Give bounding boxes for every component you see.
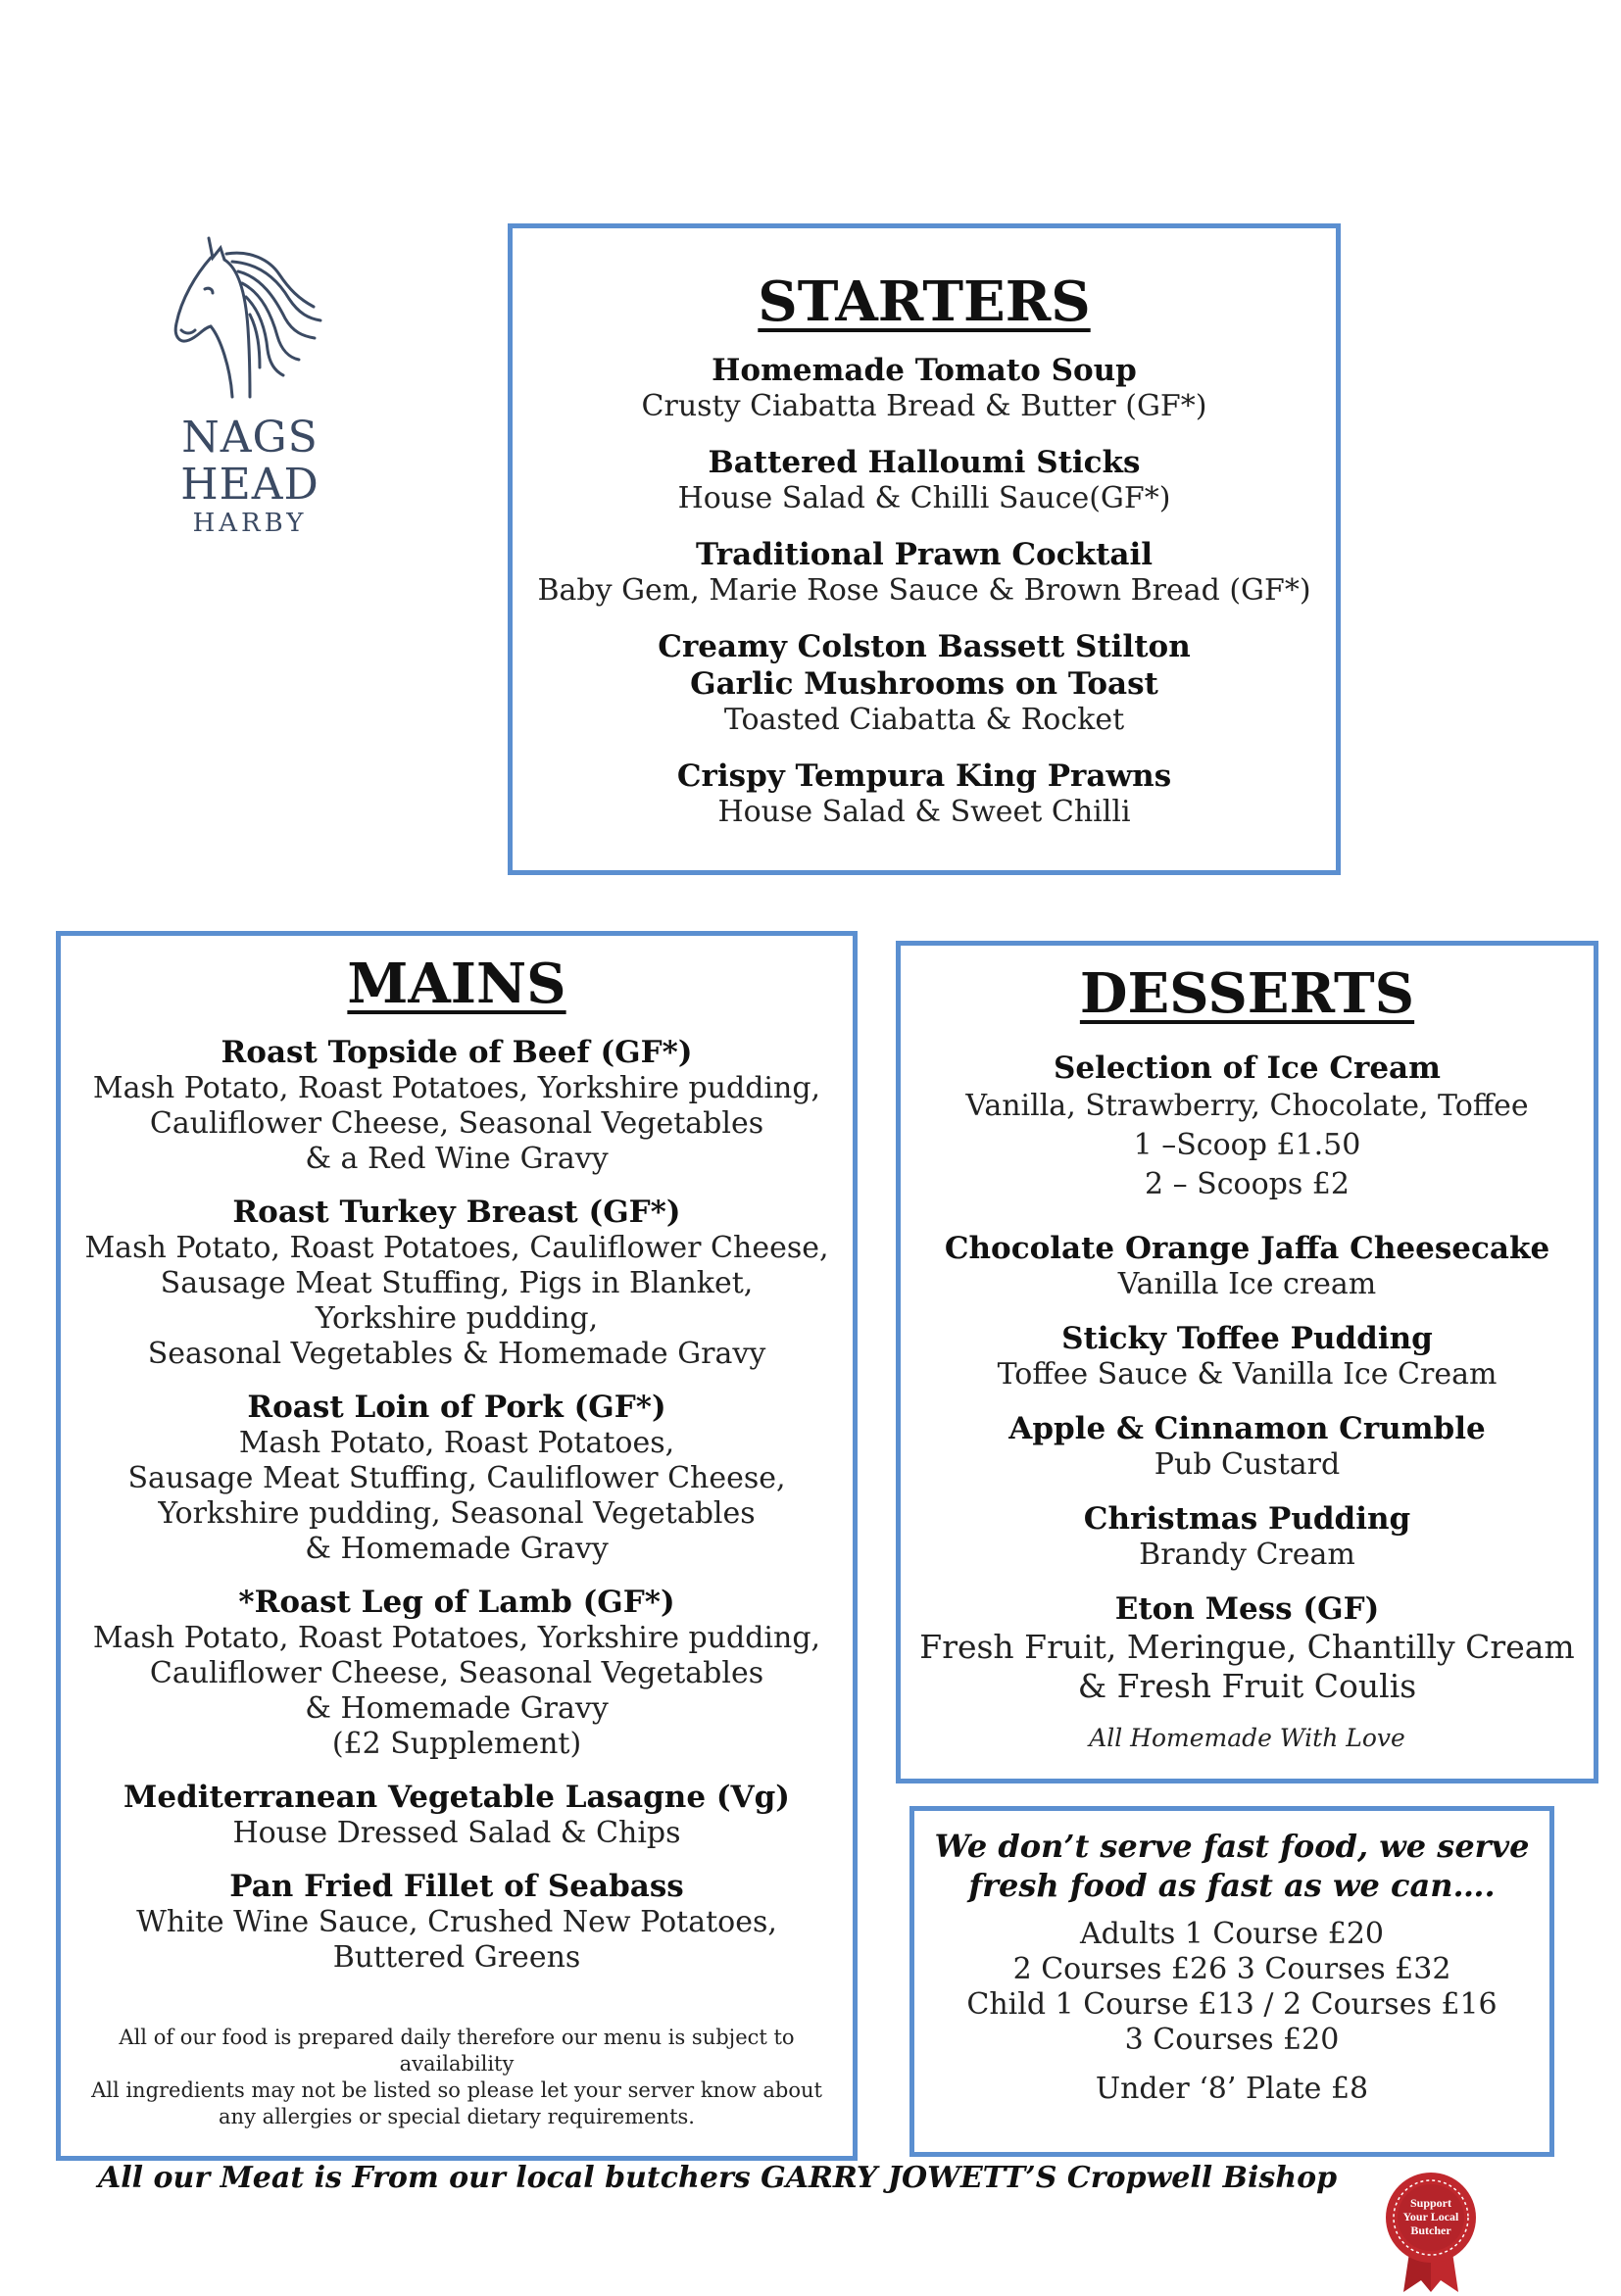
item-description-line: Yorkshire pudding, xyxy=(315,1301,599,1336)
item-description-line: Mash Potato, Roast Potatoes, xyxy=(238,1426,675,1460)
menu-item xyxy=(513,628,1336,738)
item-description-line: & Homemade Gravy xyxy=(305,1532,609,1566)
item-description-line: & Fresh Fruit Coulis xyxy=(1077,1667,1417,1705)
signature-text: All Homemade With Love xyxy=(1089,1724,1405,1752)
item-title: Crispy Tempura King Prawns xyxy=(676,758,1172,794)
item-title: Roast Turkey Breast (GF*) xyxy=(232,1195,681,1230)
item-description: House Salad & Chilli Sauce(GF*) xyxy=(677,481,1171,515)
item-description-line: Vanilla Ice cream xyxy=(1117,1267,1377,1301)
badge-line-1: Support xyxy=(1409,2196,1452,2210)
menu-item xyxy=(513,536,1336,609)
item-description-line: Mash Potato, Roast Potatoes, Yorkshire pudding, xyxy=(92,1071,821,1105)
allergy-note xyxy=(80,2025,833,2130)
item-title: Mediterranean Vegetable Lasagne (Vg) xyxy=(123,1780,790,1815)
menu-item xyxy=(61,1779,853,1851)
pricing-section xyxy=(909,1806,1554,2157)
menu-item xyxy=(901,1230,1594,1302)
menu-item xyxy=(513,757,1336,830)
starters-section xyxy=(508,223,1341,875)
item-title: Eton Mess (GF) xyxy=(1114,1591,1380,1627)
mains-heading: MAINS xyxy=(347,952,566,1016)
item-title: Roast Topside of Beef (GF*) xyxy=(221,1035,693,1070)
item-title: Pan Fried Fillet of Seabass xyxy=(229,1869,684,1904)
note-line: All ingredients may not be listed so please let your server know about xyxy=(91,2078,822,2102)
item-title: Apple & Cinnamon Crumble xyxy=(1008,1411,1486,1446)
item-description-line: White Wine Sauce, Crushed New Potatoes, xyxy=(136,1905,777,1939)
desserts-section xyxy=(896,941,1598,1783)
menu-item xyxy=(61,1034,853,1177)
menu-item xyxy=(513,352,1336,424)
item-description: Crusty Ciabatta Bread & Butter (GF*) xyxy=(641,389,1207,423)
item-description: House Salad & Sweet Chilli xyxy=(717,795,1131,829)
note-line: availability xyxy=(399,2052,515,2076)
menu-item xyxy=(901,1050,1594,1204)
menu-item xyxy=(61,1584,853,1762)
item-description-line: (£2 Supplement) xyxy=(331,1727,582,1761)
price-line: 2 Courses £26 3 Courses £32 xyxy=(1012,1952,1451,1986)
item-title-line-2: Garlic Mushrooms on Toast xyxy=(690,666,1158,702)
price-line: Adults 1 Course £20 xyxy=(1079,1917,1385,1951)
item-description-line: Cauliflower Cheese, Seasonal Vegetables xyxy=(149,1656,764,1690)
rosette-icon xyxy=(1382,2171,1480,2292)
item-title: Battered Halloumi Sticks xyxy=(708,445,1141,480)
item-description-line: Cauliflower Cheese, Seasonal Vegetables xyxy=(149,1106,764,1141)
logo-name: NAGS HEAD xyxy=(180,413,319,510)
item-description-line: 1 –Scoop £1.50 xyxy=(1133,1128,1361,1162)
item-description-line: Brandy Cream xyxy=(1139,1538,1355,1572)
footer-butcher-note: All our Meat is From our local butchers GARRY JOWETT’S Cropwell Bishop xyxy=(98,2161,1338,2195)
item-description: Baby Gem, Marie Rose Sauce & Brown Bread (GF*) xyxy=(537,573,1311,608)
menu-item xyxy=(61,1389,853,1567)
menu-item xyxy=(61,1194,853,1372)
item-description-line: Sausage Meat Stuffing, Cauliflower Cheese, xyxy=(127,1461,786,1495)
menu-item xyxy=(901,1320,1594,1392)
support-local-butcher-badge xyxy=(1382,2171,1480,2292)
tagline-line: We don’t serve fast food, we serve xyxy=(934,1828,1530,1865)
desserts-heading: DESSERTS xyxy=(1079,961,1415,1026)
item-title: Homemade Tomato Soup xyxy=(712,353,1137,388)
item-description-line: Mash Potato, Roast Potatoes, Cauliflower Cheese, xyxy=(84,1231,829,1265)
under-8-price: Under ‘8’ Plate £8 xyxy=(1095,2072,1369,2106)
item-description-line: & a Red Wine Gravy xyxy=(305,1142,609,1176)
menu-item xyxy=(901,1590,1594,1706)
item-description-line: Seasonal Vegetables & Homemade Gravy xyxy=(147,1337,766,1371)
tagline xyxy=(914,1827,1549,1905)
badge-line-3: Butcher xyxy=(1410,2223,1451,2237)
logo-location: HARBY xyxy=(192,509,308,538)
item-description-line: Fresh Fruit, Meringue, Chantilly Cream xyxy=(919,1628,1575,1666)
starters-heading: STARTERS xyxy=(758,269,1091,334)
item-title: Creamy Colston Bassett Stilton xyxy=(658,629,1191,664)
item-title: Traditional Prawn Cocktail xyxy=(695,537,1154,572)
menu-item xyxy=(901,1410,1594,1483)
item-description-line: Mash Potato, Roast Potatoes, Yorkshire pudding, xyxy=(92,1621,821,1655)
tagline-line: fresh food as fast as we can…. xyxy=(968,1867,1496,1904)
item-description-line: Vanilla, Strawberry, Chocolate, Toffee xyxy=(965,1089,1529,1123)
badge-line-2: Your Local xyxy=(1402,2210,1459,2223)
item-description-line: Buttered Greens xyxy=(332,1940,581,1975)
item-description-line: 2 – Scoops £2 xyxy=(1145,1167,1350,1201)
mains-section xyxy=(56,931,858,2161)
item-description-line: Pub Custard xyxy=(1154,1447,1341,1482)
item-title: Chocolate Orange Jaffa Cheesecake xyxy=(944,1231,1550,1266)
price-line: Child 1 Course £13 / 2 Courses £16 xyxy=(966,1987,1498,2022)
item-description-line: Toffee Sauce & Vanilla Ice Cream xyxy=(997,1357,1498,1392)
menu-item xyxy=(901,1500,1594,1573)
nags-head-logo xyxy=(108,220,392,538)
item-description-line: Sausage Meat Stuffing, Pigs in Blanket, xyxy=(160,1266,754,1300)
menu-item xyxy=(61,1868,853,1976)
item-title: Selection of Ice Cream xyxy=(1054,1050,1441,1086)
item-title: Christmas Pudding xyxy=(1083,1501,1411,1537)
item-description: Toasted Ciabatta & Rocket xyxy=(723,703,1125,737)
price-list xyxy=(914,1917,1549,2058)
note-line: All of our food is prepared daily therefore our menu is subject to xyxy=(119,2026,795,2049)
item-description-line: House Dressed Salad & Chips xyxy=(232,1816,681,1850)
horse-head-icon xyxy=(152,220,348,407)
menu-item xyxy=(513,444,1336,516)
note-line: any allergies or special dietary requirements. xyxy=(219,2105,695,2128)
item-description-line: & Homemade Gravy xyxy=(305,1691,609,1726)
item-title: Sticky Toffee Pudding xyxy=(1061,1321,1433,1356)
price-line: 3 Courses £20 xyxy=(1124,2023,1340,2057)
item-title: Roast Loin of Pork (GF*) xyxy=(247,1390,666,1425)
item-title: *Roast Leg of Lamb (GF*) xyxy=(238,1585,675,1620)
item-description-line: Yorkshire pudding, Seasonal Vegetables xyxy=(158,1496,756,1531)
